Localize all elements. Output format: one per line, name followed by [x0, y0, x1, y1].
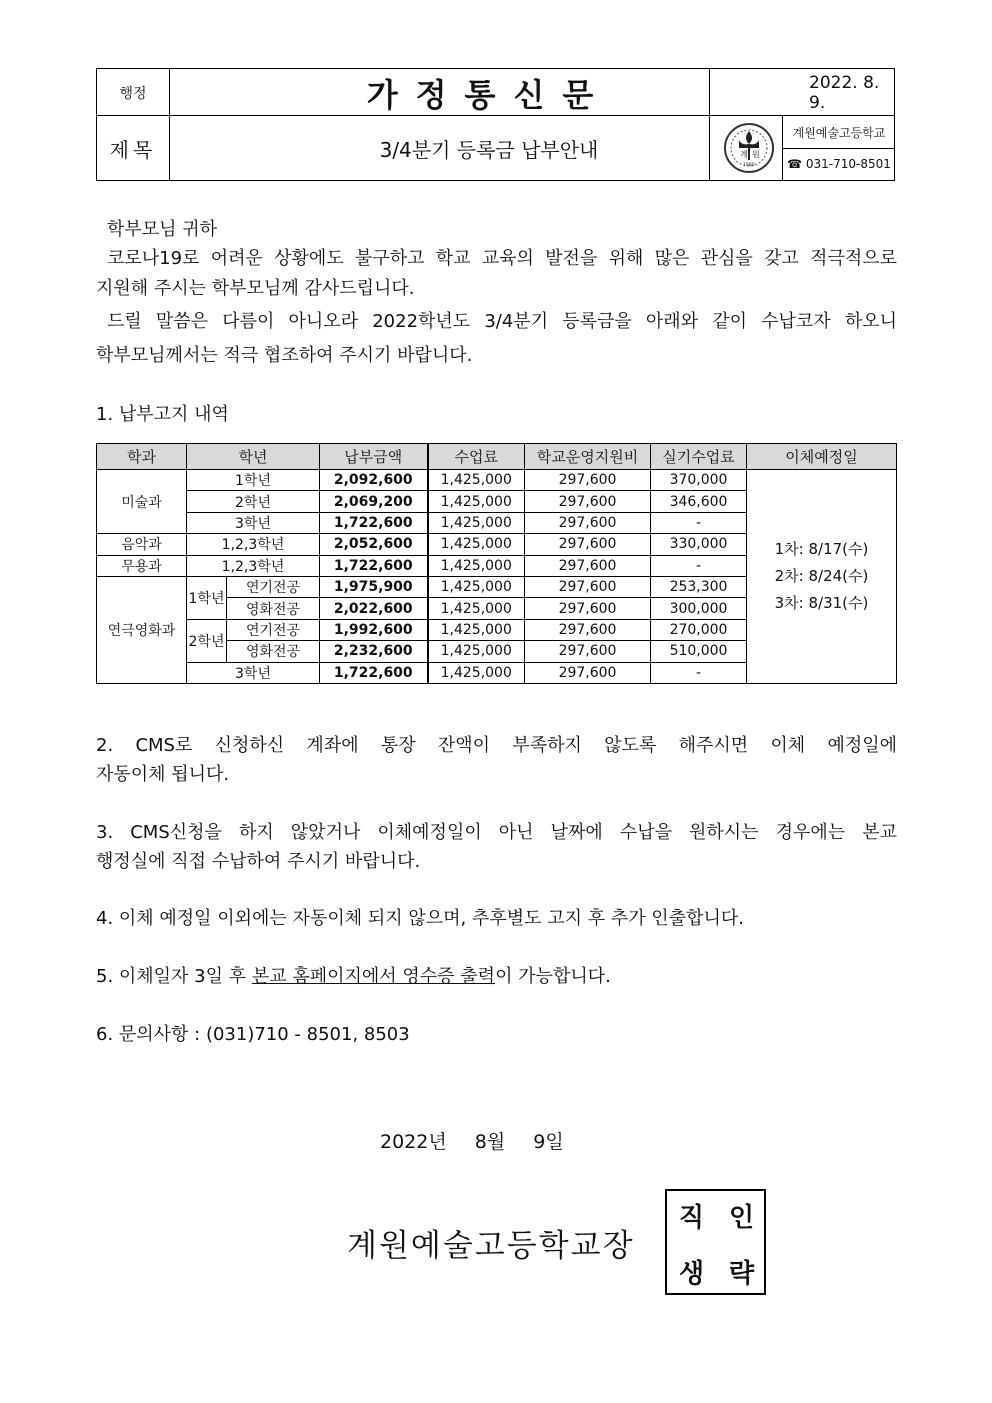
- tuition-cell: 1,425,000: [428, 576, 525, 597]
- col-header: 이체예정일: [747, 444, 897, 470]
- support-cell: 297,600: [525, 555, 651, 576]
- grade-cell: 1,2,3학년: [187, 534, 320, 555]
- total-cell: 1,722,600: [320, 512, 428, 533]
- practical-cell: -: [651, 555, 747, 576]
- total-cell: 2,232,600: [320, 641, 428, 662]
- schedule-item: 2차: 8/24(수): [774, 566, 869, 585]
- note-5-underlined: 본교 홈페이지에서 영수증 출력: [251, 966, 496, 987]
- total-cell: 1,975,900: [320, 576, 428, 597]
- practical-cell: 510,000: [651, 641, 747, 662]
- major-cell: 연기전공: [227, 576, 320, 597]
- support-cell: 297,600: [525, 619, 651, 640]
- grade-cell: 3학년: [187, 512, 320, 533]
- grade-cell: 2학년: [187, 619, 227, 662]
- svg-text:계: 계: [739, 150, 748, 159]
- fee-table: [96, 443, 897, 684]
- support-cell: 297,600: [525, 598, 651, 619]
- tuition-cell: 1,425,000: [428, 491, 525, 512]
- note-4: 4. 이체 예정일 이외에는 자동이체 되지 않으며, 추후별도 고지 후 추가 인출합니다.: [96, 908, 744, 929]
- total-cell: 2,069,200: [320, 491, 428, 512]
- note-5-text-end: 이 가능합니다.: [495, 966, 611, 987]
- intro-p2-line2: 학부모님께서는 적극 협조하여 주시기 바랍니다.: [96, 345, 473, 366]
- support-cell: 297,600: [525, 491, 651, 512]
- note-3-line2: 행정실에 직접 수납하여 주시기 바랍니다.: [96, 851, 421, 872]
- support-cell: 297,600: [525, 512, 651, 533]
- grade-cell: 3학년: [187, 662, 320, 683]
- table-header-row: [97, 444, 897, 470]
- major-cell: 영화전공: [227, 641, 320, 662]
- total-cell: 2,022,600: [320, 598, 428, 619]
- note-2-line1: 2. CMS로 신청하신 계좌에 통장 잔액이 부족하지 않도록 해주시면 이체 예정일에: [96, 735, 897, 756]
- tuition-cell: 1,425,000: [428, 555, 525, 576]
- practical-cell: 330,000: [651, 534, 747, 555]
- seal-char: 생: [679, 1259, 705, 1289]
- support-cell: 297,600: [525, 641, 651, 662]
- col-header: 실기수업료: [651, 444, 747, 470]
- tuition-cell: 1,425,000: [428, 598, 525, 619]
- tuition-cell: 1,425,000: [428, 512, 525, 533]
- note-5: [96, 962, 611, 992]
- schedule-item: 1차: 8/17(수): [774, 539, 869, 558]
- major-cell: 연기전공: [227, 619, 320, 640]
- seal-char: 략: [729, 1259, 755, 1289]
- practical-cell: -: [651, 662, 747, 683]
- col-header: 납부금액: [320, 444, 428, 470]
- footer-date: 2022년 8월 9일: [380, 1131, 564, 1153]
- total-cell: 1,722,600: [320, 555, 428, 576]
- grade-cell: 1,2,3학년: [187, 555, 320, 576]
- svg-text:원: 원: [751, 150, 760, 159]
- note-3-line1: 3. CMS신청을 하지 않았거나 이체예정일이 아닌 날짜에 수납을 원하시는 경우에는 본교: [96, 822, 897, 843]
- col-header: 학교운영지원비: [525, 444, 651, 470]
- support-cell: 297,600: [525, 576, 651, 597]
- note-2-line2: 자동이체 됩니다.: [96, 764, 230, 785]
- grade-cell: 2학년: [187, 491, 320, 512]
- dept-label: 행정: [119, 85, 147, 102]
- dept-cell: 음악과: [97, 534, 187, 555]
- grade-cell: 1학년: [187, 470, 320, 491]
- greeting: 학부모님 귀하: [107, 219, 218, 240]
- subject-label: 제목: [109, 137, 157, 162]
- note-5-text: 5. 이체일자 3일 후: [96, 966, 252, 987]
- principal-name: 계원예술고등학교장: [347, 1228, 635, 1264]
- support-cell: 297,600: [525, 470, 651, 491]
- tuition-cell: 1,425,000: [428, 470, 525, 491]
- practical-cell: 253,300: [651, 576, 747, 597]
- school-phone: ☎ 031-710-8501: [787, 157, 891, 171]
- document-title: 가정통신문: [366, 75, 612, 114]
- seal-box: [665, 1189, 766, 1295]
- tuition-cell: 1,425,000: [428, 662, 525, 683]
- support-cell: 297,600: [525, 662, 651, 683]
- dept-cell: 무용과: [97, 555, 187, 576]
- schedule-cell: [747, 470, 897, 684]
- seal-char: 인: [729, 1203, 755, 1233]
- logo-year: 1980: [742, 163, 754, 168]
- subject-text: 3/4분기 등록금 납부안내: [379, 137, 599, 162]
- seal-char: 직: [679, 1203, 705, 1233]
- total-cell: 2,092,600: [320, 470, 428, 491]
- intro-p1-line2: 지원해 주시는 학부모님께 감사드립니다.: [96, 278, 415, 299]
- section-title: 1. 납부고지 내역: [96, 404, 229, 425]
- school-name: 계원예술고등학교: [792, 125, 886, 140]
- col-header: 학년: [187, 444, 320, 470]
- tuition-cell: 1,425,000: [428, 619, 525, 640]
- total-cell: 2,052,600: [320, 534, 428, 555]
- major-cell: 영화전공: [227, 598, 320, 619]
- dept-cell: 미술과: [97, 470, 187, 534]
- practical-cell: 370,000: [651, 470, 747, 491]
- practical-cell: 346,600: [651, 491, 747, 512]
- intro-p2-line1: 드릴 말씀은 다름이 아니오라 2022학년도 3/4분기 등록금을 아래와 같이 수납코자 하오니: [107, 311, 897, 332]
- intro-p1-line1: 코로나19로 어려운 상황에도 불구하고 학교 교육의 발전을 위해 많은 관심을 갖고 적극적으로: [107, 248, 897, 269]
- school-emblem-icon: [723, 122, 775, 174]
- practical-cell: 300,000: [651, 598, 747, 619]
- col-header: 수업료: [428, 444, 525, 470]
- practical-cell: -: [651, 512, 747, 533]
- schedule-item: 3차: 8/31(수): [774, 593, 869, 612]
- table-row: [97, 470, 897, 491]
- tuition-cell: 1,425,000: [428, 641, 525, 662]
- tuition-cell: 1,425,000: [428, 534, 525, 555]
- note-6: 6. 문의사항 : (031)710 - 8501, 8503: [96, 1024, 410, 1045]
- document-date: 2022. 8. 9.: [809, 72, 880, 113]
- practical-cell: 270,000: [651, 619, 747, 640]
- school-logo: [715, 116, 782, 180]
- total-cell: 1,722,600: [320, 662, 428, 683]
- support-cell: 297,600: [525, 534, 651, 555]
- notice-header: [96, 68, 895, 181]
- total-cell: 1,992,600: [320, 619, 428, 640]
- col-header: 학과: [97, 444, 187, 470]
- dept-cell: 연극영화과: [97, 576, 187, 683]
- grade-cell: 1학년: [187, 576, 227, 619]
